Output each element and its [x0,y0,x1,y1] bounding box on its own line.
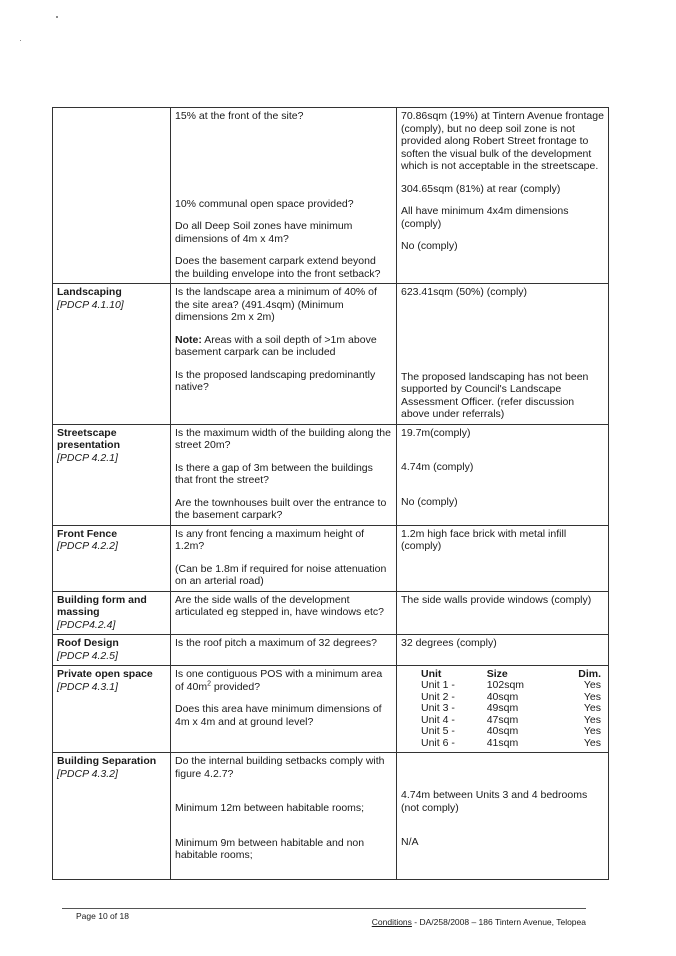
section-title: Private open space [57,668,153,680]
pos-cell: Yes [583,679,601,691]
table-row [53,525,609,591]
answer-cell [397,753,609,880]
question-text: Is the proposed landscaping predominantly native? [175,368,376,393]
question-text: 10% communal open space provided? [175,197,354,210]
compliance-table [52,107,609,880]
question-text: Does this area have minimum dimensions of 4m x 4m and at ground level? [175,703,382,728]
question-cell [171,666,397,753]
answer-text: No (comply) [401,495,458,508]
answer-text: All have minimum 4x4m dimensions (comply) [401,205,569,230]
section-heading-cell [53,753,171,880]
section-title: Roof Design [57,637,119,649]
question-text-part: Is one contiguous POS with a minimum area of 40m [175,668,383,693]
question-cell [171,525,397,591]
question-text: Is the roof pitch a maximum of 32 degrees? [175,637,377,649]
section-reference: [PDCP 4.3.2] [57,767,118,780]
pos-cell: Yes [583,713,601,726]
question-cell [171,284,397,425]
answer-text: The proposed landscaping has not been supported by Council's Landscape Assessment Officer. (refer discussion above under referrals) [401,370,589,420]
answer-cell [397,666,609,753]
answer-text: 70.86sqm (19%) at Tintern Avenue frontage (comply), but no deep soil zone is not provided along Robert Street frontage to soften the visual bulk of the development which is not acceptable in the streetscape. [401,110,604,172]
question-text: Is there a gap of 3m between the buildings that front the street? [175,461,373,486]
question-cell [171,635,397,666]
answer-text: 4.74m between Units 3 and 4 bedrooms (not comply) [401,789,588,814]
section-reference: [PDCP 4.3.1] [57,680,118,693]
scan-speck [56,16,58,18]
answer-text: 32 degrees (comply) [401,637,497,649]
pos-cell: Unit 2 - [421,690,455,703]
section-reference: [PDCP 4.2.5] [57,649,118,662]
section-heading-cell [53,525,171,591]
scan-speck [20,40,21,41]
answer-text: 4.74m (comply) [401,461,474,473]
question-text: Do all Deep Soil zones have minimum dimensions of 4m x 4m? [175,220,353,245]
question-text: 15% at the front of the site? [175,110,304,122]
question-text: Are the townhouses built over the entrance to the basement carpark? [175,496,387,521]
question-text: Is any front fencing a maximum height of 1.2m? [175,527,365,552]
question-text: Minimum 12m between habitable rooms; [175,802,365,814]
section-heading-cell [53,284,171,425]
table-row [53,591,609,635]
pos-cell: Unit 4 - [421,713,455,726]
pos-table [419,668,603,749]
pos-cell: 49sqm [486,702,519,714]
section-heading-cell [53,591,171,635]
section-reference: [PDCP 4.1.10] [57,298,124,311]
question-text: (Can be 1.8m if required for noise attenuation on an arterial road) [175,562,387,587]
section-heading-cell [53,424,171,525]
table-row [53,424,609,525]
pos-cell: Unit 1 - [421,679,455,691]
section-reference: [PDCP 4.2.2] [57,540,118,552]
pos-header: Unit [421,668,442,680]
question-text: Minimum 9m between habitable and non habitable rooms; [175,836,365,861]
page-number: Page 10 of 18 [76,911,129,921]
question-text: Are the side walls of the development articulated eg stepped in, have windows etc? [175,593,384,618]
pos-header: Size [486,668,508,680]
section-title: Landscaping [57,286,122,298]
section-reference: [PDCP4.2.4] [57,618,116,631]
answer-cell [397,591,609,635]
struck-word: Conditions [371,917,412,927]
question-cell [171,424,397,525]
table-row [53,284,609,425]
pos-cell: Unit 5 - [421,725,455,737]
question-text: Is the landscape area a minimum of 40% of the site area? (491.4sqm) (Minimum dimensions 2m x 2m) [175,286,377,323]
question-text: Does the basement carpark extend beyond the building envelope into the front setback? [175,255,381,280]
answer-text: No (comply) [401,240,458,252]
document-reference [372,917,586,927]
answer-text: 623.41sqm (50%) (comply) [401,286,528,298]
question-cell [171,753,397,880]
document-reference-text: - DA/258/2008 – 186 Tintern Avenue, Telopea [411,917,586,927]
answer-cell [397,525,609,591]
pos-row [419,726,603,738]
section-title: Building form and massing [57,593,147,618]
pos-header: Dim. [578,668,601,680]
pos-cell: Yes [583,736,601,749]
pos-cell: 47sqm [486,713,519,726]
section-title: Streetscape presentation [57,426,121,451]
note-label: Note: [175,333,202,346]
question-text [175,668,392,693]
question-text: Is the maximum width of the building along the street 20m? [175,426,391,451]
note-text [175,334,392,359]
answer-text: 304.65sqm (81%) at rear (comply) [401,182,561,195]
pos-cell: 41sqm [486,736,519,749]
answer-cell [397,284,609,425]
pos-row [419,703,603,715]
question-text: Do the internal building setbacks comply with figure 4.2.7? [175,755,385,780]
section-reference: [PDCP 4.2.1] [57,451,118,464]
answer-cell [397,424,609,525]
table-row [53,108,609,284]
question-cell [171,591,397,635]
pos-cell: 40sqm [486,725,519,737]
pos-cell: 40sqm [486,690,519,703]
section-title: Front Fence [57,527,118,540]
question-cell [171,108,397,284]
table-row [53,635,609,666]
table-row [53,753,609,880]
page-footer [62,908,586,927]
note-body: Areas with a soil depth of >1m above basement carpark can be included [175,333,377,358]
answer-text: N/A [401,836,419,848]
question-text-part: provided? [211,680,261,693]
section-heading-cell [53,108,171,284]
section-heading-cell [53,666,171,753]
answer-cell [397,635,609,666]
pos-row [419,680,603,692]
pos-cell: Unit 3 - [421,702,455,714]
table-row [53,666,609,753]
answer-text: 19.7m(comply) [401,426,471,439]
answer-text: The side walls provide windows (comply) [401,593,592,606]
pos-row [419,738,603,750]
answer-text: 1.2m high face brick with metal infill (comply) [401,527,567,552]
superscript: 2 [207,680,212,687]
pos-cell: Yes [583,690,601,703]
pos-cell: Unit 6 - [421,736,455,749]
pos-cell: 102sqm [486,679,525,691]
pos-cell: Yes [583,725,601,737]
answer-cell [397,108,609,284]
section-title: Building Separation [57,755,157,767]
pos-cell: Yes [583,702,601,714]
section-heading-cell [53,635,171,666]
